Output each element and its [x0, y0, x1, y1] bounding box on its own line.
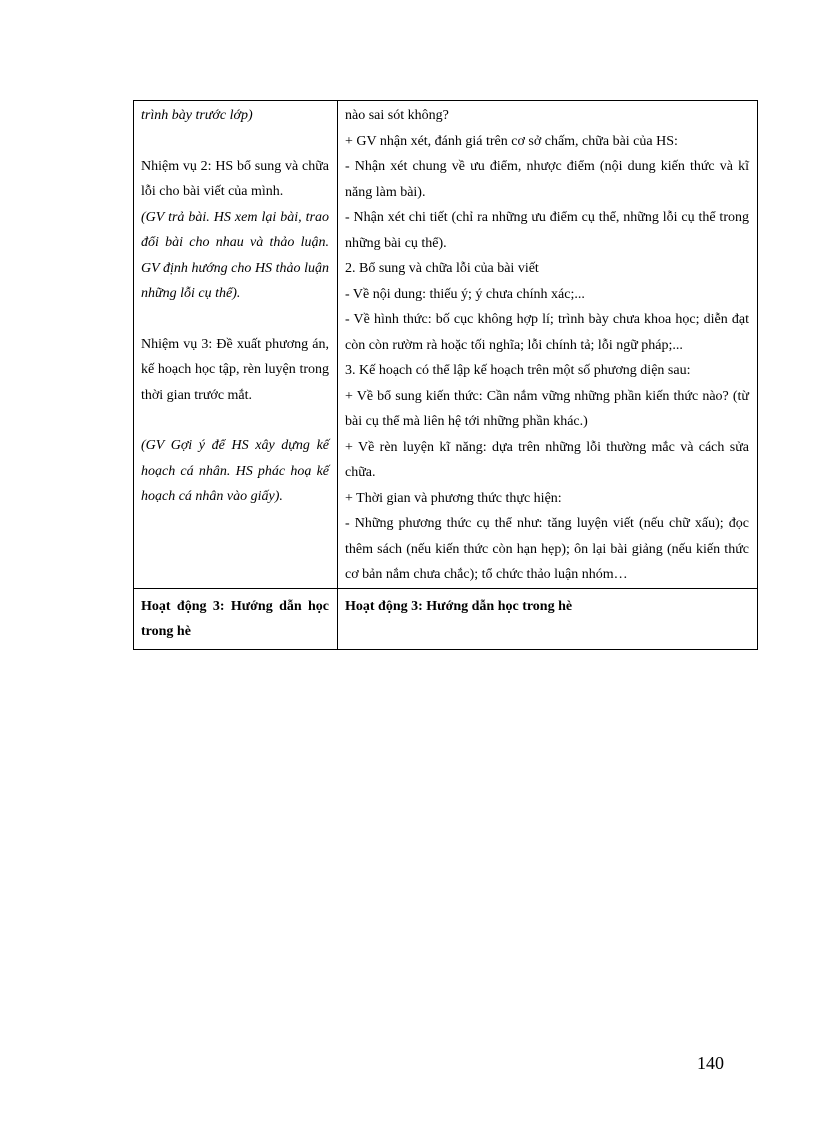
content-row	[134, 101, 758, 589]
right-cell	[338, 101, 758, 589]
paragraph: + GV nhận xét, đánh giá trên cơ sở chấm, chữa bài của HS:	[345, 133, 678, 149]
paragraph: 2. Bổ sung và chữa lỗi của bài viết	[345, 261, 539, 276]
task-3: Nhiệm vụ 3: Đề xuất phương án, kế hoạch học tập, rèn luyện trong thời gian trước mắt.	[141, 336, 329, 403]
paragraph: + Về rèn luyện kĩ năng: dựa trên những lỗi thường mắc và cách sửa chữa.	[345, 439, 749, 480]
left-cell	[134, 101, 338, 589]
page-number: 140	[697, 1053, 724, 1073]
paragraph: - Về hình thức: bố cục không hợp lí; trình bày chưa khoa học; diễn đạt còn còn rườm rà hoặc tối nghĩa; lỗi chính tả; lỗi ngữ pháp;...	[345, 312, 749, 353]
paragraph: - Nhận xét chi tiết (chỉ ra những ưu điểm cụ thể, những lỗi cụ thể trong những bài cụ thể).	[345, 210, 749, 251]
activity-3-heading: Hoạt động 3: Hướng dẫn học trong hè	[141, 598, 329, 639]
task-2: Nhiệm vụ 2: HS bổ sung và chữa lỗi cho bài viết của mình.	[141, 158, 329, 199]
paragraph: nào sai sót không?	[345, 108, 449, 123]
paragraph: + Về bổ sung kiến thức: Cần nắm vững những phần kiến thức nào? (từ bài cụ thể mà liên hệ tới những phần khác.)	[345, 388, 749, 429]
paragraph: - Những phương thức cụ thể như: tăng luyện viết (nếu chữ xấu); đọc thêm sách (nếu kiến thức còn hạn hẹp); ôn lại bài giảng (nếu kiến thức cơ bản nắm chưa chắc); tổ chức thảo luận nhóm…	[345, 516, 749, 582]
activity-3-left	[134, 588, 338, 649]
task-3-note: (GV Gợi ý để HS xây dựng kế hoạch cá nhân. HS phác hoạ kế hoạch cá nhân vào giấy).	[141, 438, 329, 504]
activity-row	[134, 588, 758, 649]
paragraph: + Thời gian và phương thức thực hiện:	[345, 490, 562, 506]
paragraph: 3. Kế hoạch có thể lập kế hoạch trên một số phương diện sau:	[345, 363, 691, 378]
activity-3-heading-right: Hoạt động 3: Hướng dẫn học trong hè	[345, 598, 573, 614]
activity-3-right	[338, 588, 758, 649]
paragraph: - Nhận xét chung về ưu điểm, nhược điểm (nội dung kiến thức và kĩ năng làm bài).	[345, 159, 749, 200]
paragraph: - Về nội dung: thiếu ý; ý chưa chính xác;...	[345, 286, 585, 302]
intro-note: trình bày trước lớp)	[141, 108, 253, 123]
lesson-table	[133, 100, 758, 650]
task-2-note: (GV trả bài. HS xem lại bài, trao đổi bài cho nhau và thảo luận. GV định hướng cho HS thảo luận những lỗi cụ thể).	[141, 209, 329, 301]
